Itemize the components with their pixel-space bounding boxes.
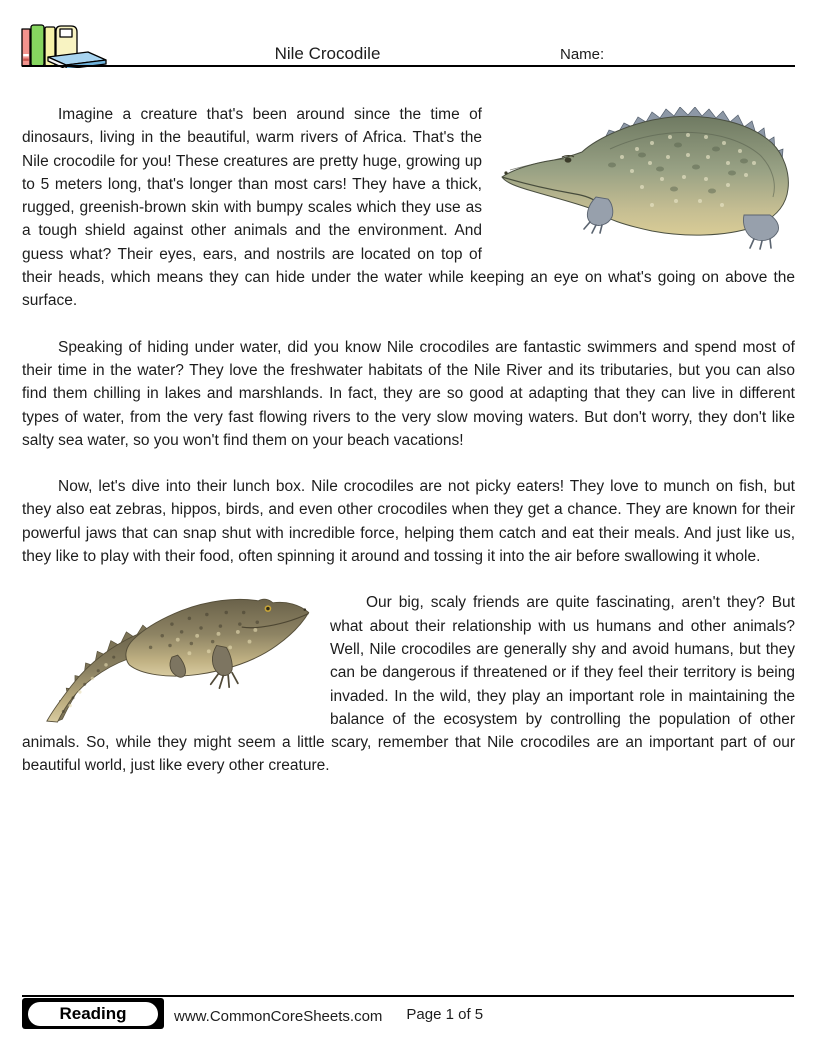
- category-badge-label: Reading: [28, 1002, 158, 1026]
- name-label: Name:: [560, 46, 605, 63]
- paragraph-1: [22, 103, 795, 313]
- page-footer: [22, 995, 794, 1029]
- crocodile-image-bottom: [22, 597, 318, 725]
- category-badge: [22, 998, 164, 1029]
- reading-passage: [22, 67, 795, 778]
- page-header: [0, 0, 816, 67]
- paragraph-2: [22, 336, 795, 452]
- paragraph-3: [22, 475, 795, 568]
- paragraph-4: [22, 591, 795, 777]
- page-title: Nile Crocodile: [274, 44, 381, 63]
- books-logo-icon: [20, 21, 110, 67]
- crocodile-image-top: [492, 107, 795, 253]
- page-number: Page 1 of 5: [406, 1005, 484, 1023]
- paragraph-2-text: Speaking of hiding under water, did you know Nile crocodiles are fantastic swimmers and spend most of their time in the water? They love the freshwater habitats of the Nile River and its tributaries, but you can also find them chilling in lakes and marshlands. In fact, they are so good at adapting that they can live in different types of water, from the very fast flowing rivers to the very slow moving waters. But don't worry, they don't like salty sea water, so you won't find them on your beach vacations!: [22, 338, 795, 449]
- paragraph-4-text: Our big, scaly friends are quite fascinating, aren't they? But what about their relationship with us humans and other animals? Well, Nile crocodiles are generally shy and avoid humans, but they can be dangerous if threatened or if they feel their territory is being invaded. In the wild, they play an important role in maintaining the balance of the ecosystem by controlling the population of other animals. So, while they might seem a little scary, remember that Nile crocodiles are an important part of our beautiful world, just like every other creature.: [22, 594, 795, 775]
- paragraph-3-text: Now, let's dive into their lunch box. Nile crocodiles are not picky eaters! They love to munch on fish, but they also eat zebras, hippos, birds, and even other crocodiles when they get a chance. They are known for their powerful jaws that can snap shut with incredible force, helping them catch and eat their meals. And just like us, they like to play with their food, often spinning it around and tossing it into the air before swallowing it whole.: [22, 478, 795, 566]
- website-url: www.CommonCoreSheets.com: [174, 1007, 383, 1025]
- paragraph-1-text: Imagine a creature that's been around since the time of dinosaurs, living in the beautiful, warm rivers of Africa. That's the Nile crocodile for you! These creatures are pretty huge, growing up to 5 meters long, that's longer than most cars! They have a thick, rugged, greenish-brown skin with bumpy scales which they use as a tough shield against other animals and the environment. And guess what? Their eyes, ears, and nostrils are located on top of their heads, which means they can hide under the water while keeping an eye on what's going on above the surface.: [22, 106, 795, 310]
